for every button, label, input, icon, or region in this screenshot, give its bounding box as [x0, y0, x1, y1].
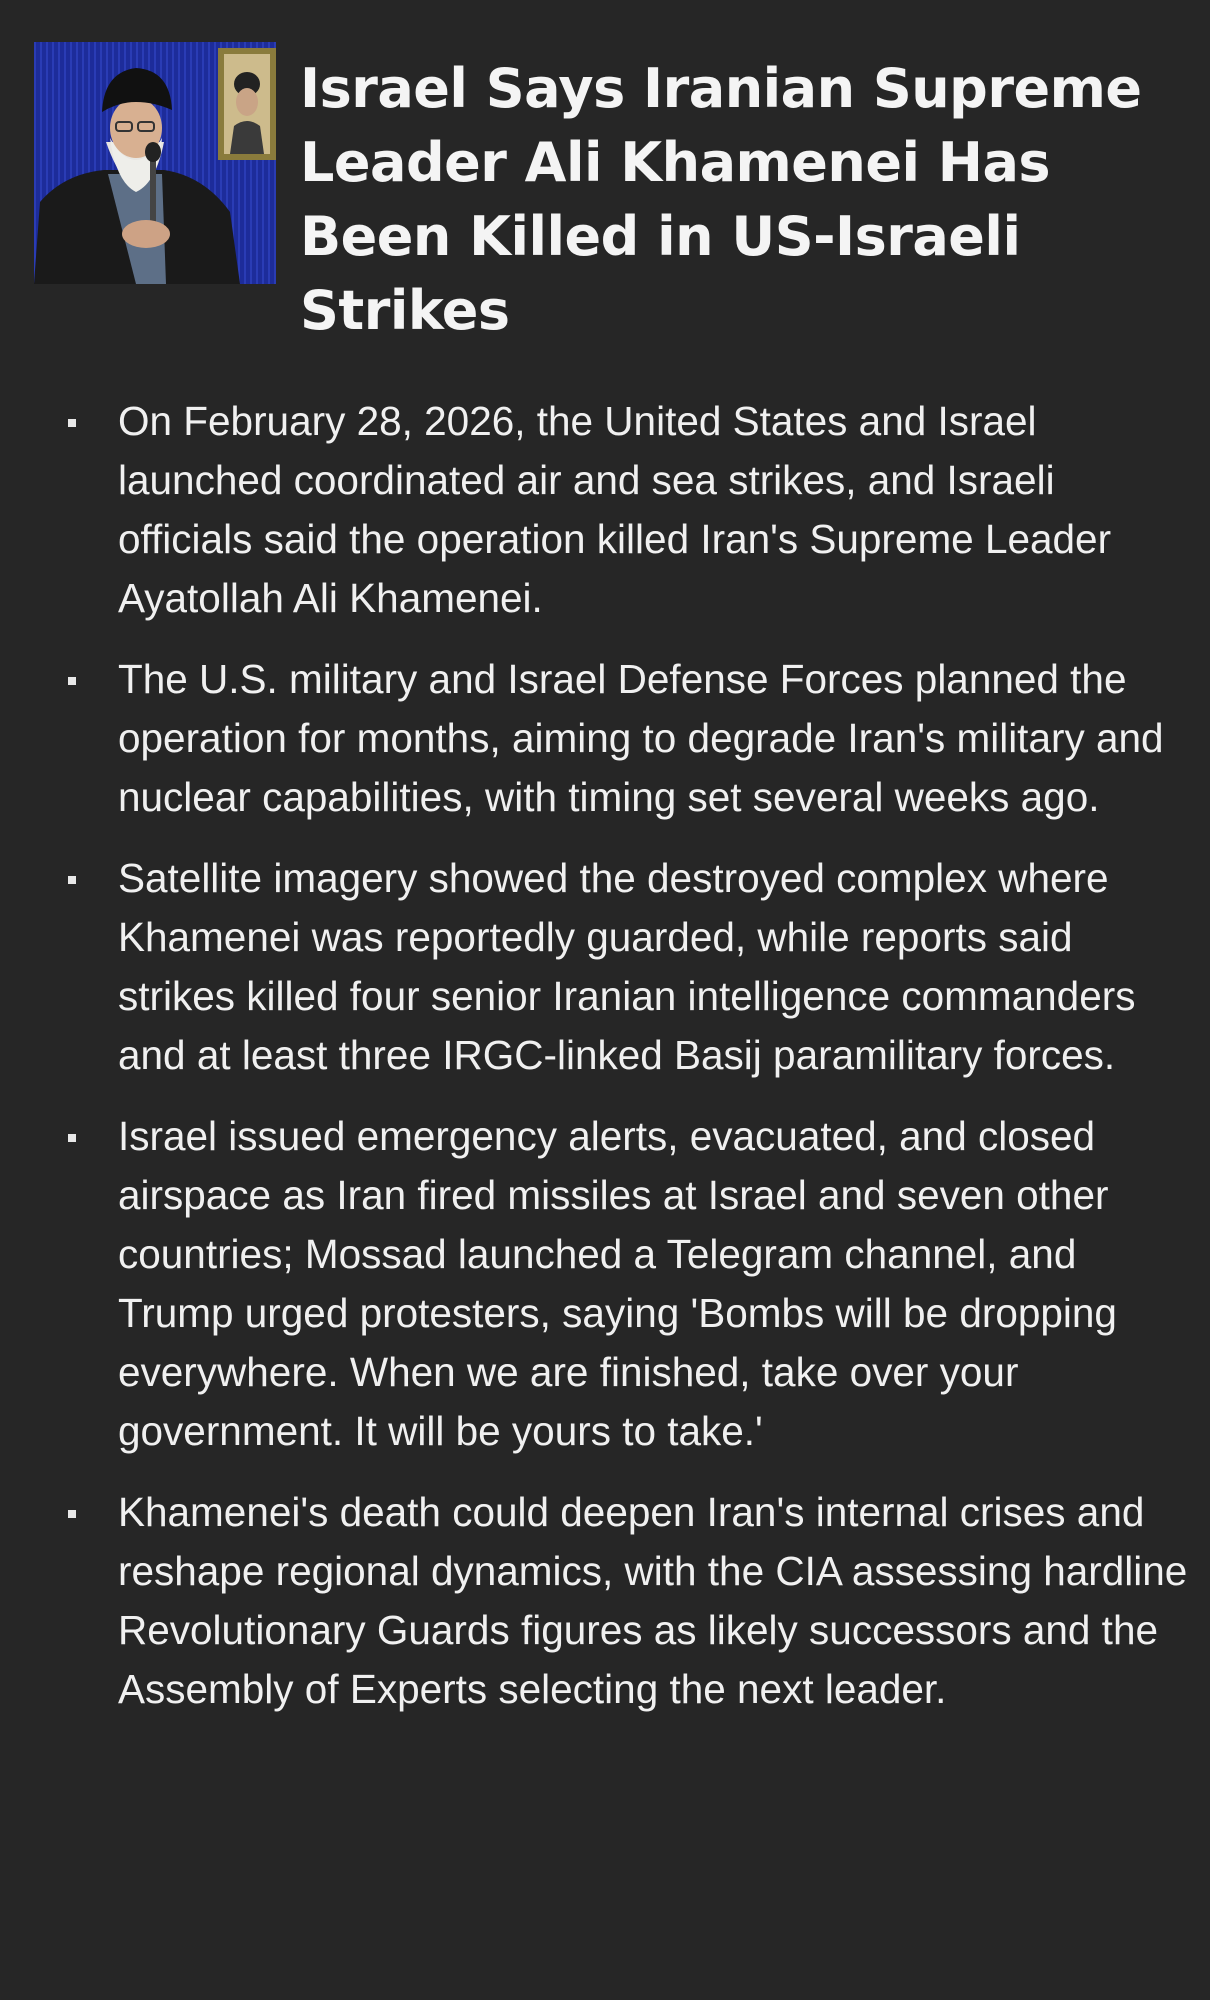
list-item [0, 1483, 1210, 1719]
bullet-text: The U.S. military and Israel Defense Forces planned the operation for months, aiming to degrade Iran's military and nuclear capabilities, with timing set several weeks ago. [118, 656, 1164, 820]
bullet-text: Satellite imagery showed the destroyed complex where Khamenei was reportedly guarded, while reports said strikes killed four senior Iranian intelligence commanders and at least three IRGC-linked Basij paramilitary forces. [118, 855, 1136, 1078]
bullet-icon [68, 677, 76, 685]
article-thumbnail[interactable] [34, 42, 276, 284]
bullet-icon [68, 1510, 76, 1518]
list-item [0, 650, 1210, 827]
list-item [0, 1107, 1210, 1461]
bullet-text: Khamenei's death could deepen Iran's internal crises and reshape regional dynamics, with the CIA assessing hardline Revolutionary Guards figures as likely successors and the Assembly of Experts selecting the next leader. [118, 1489, 1188, 1712]
bullet-icon [68, 1134, 76, 1142]
bullet-text: On February 28, 2026, the United States and Israel launched coordinated air and sea strikes, and Israeli officials said the operation killed Iran's Supreme Leader Ayatollah Ali Khamenei. [118, 398, 1112, 621]
summary-bullet-list [0, 392, 1210, 1741]
bullet-icon [68, 876, 76, 884]
list-item [0, 849, 1210, 1085]
article-header [34, 42, 1184, 342]
bullet-text: Israel issued emergency alerts, evacuated, and closed airspace as Iran fired missiles at Israel and seven other countries; Mossad launched a Telegram channel, and Trump urged protesters, saying 'Bombs will be dropping everywhere. When we are finished, take over your government. It will be yours to take.' [118, 1113, 1117, 1454]
article-headline[interactable]: Israel Says Iranian Supreme Leader Ali Khamenei Has Been Killed in US-Israeli Strikes [300, 57, 1142, 342]
list-item [0, 392, 1210, 628]
bullet-icon [68, 419, 76, 427]
